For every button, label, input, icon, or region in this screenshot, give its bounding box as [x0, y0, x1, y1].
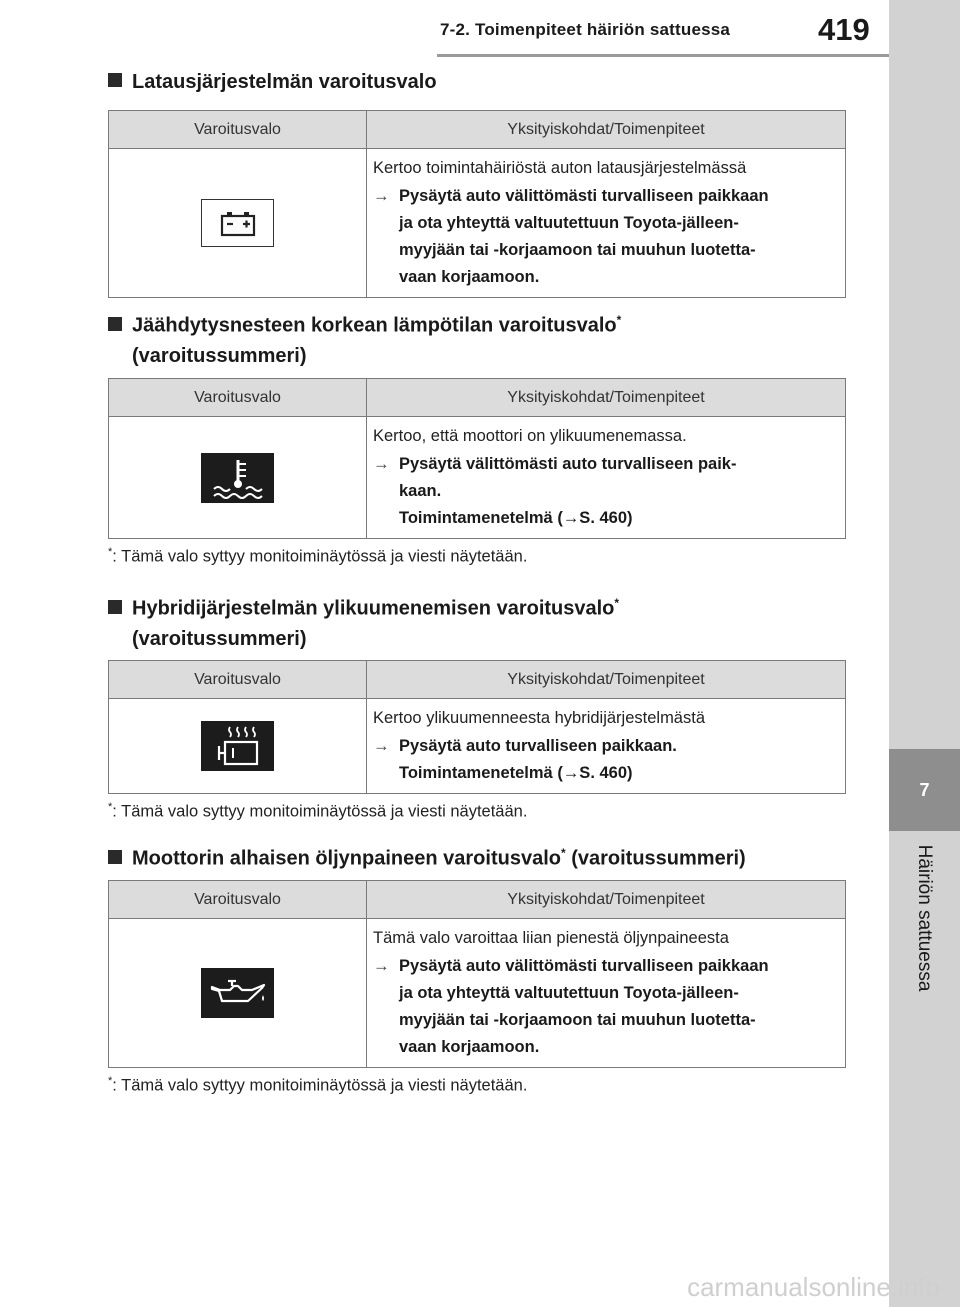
action-line[interactable]: Toimintamenetelmä (→S. 460)	[399, 509, 633, 527]
details-cell	[367, 417, 845, 538]
action-line: Pysäytä välittömästi auto turvalliseen paik-	[399, 455, 737, 473]
section-title: 7-2. Toimenpiteet häiriön sattuessa	[440, 20, 731, 39]
section-heading-hybrid	[108, 588, 619, 654]
details-cell	[367, 919, 845, 1067]
action-line: vaan korjaamoon.	[399, 268, 540, 286]
heading-text: Hybridijärjestelmän ylikuumenemisen varoitusvalo	[132, 597, 615, 620]
header-col-warning-light: Varoitusvalo	[109, 661, 367, 698]
action-instructions	[373, 733, 837, 787]
warning-light-cell	[109, 919, 367, 1067]
footnote-marker: *	[560, 846, 566, 860]
header-col-details: Yksityiskohdat/Toimenpiteet	[507, 890, 705, 908]
arrow-right-icon: →	[373, 455, 390, 473]
heading-subtext: (varoitussummeri)	[132, 627, 307, 650]
bullet-square-icon	[108, 73, 122, 87]
oil-pressure-icon	[201, 968, 274, 1018]
action-line: kaan.	[399, 482, 442, 500]
warning-table-hybrid	[108, 660, 846, 794]
action-instructions	[373, 451, 837, 532]
footnote-marker: *	[108, 1075, 113, 1087]
details-cell	[367, 699, 845, 793]
table-header-row	[109, 661, 845, 699]
battery-icon	[201, 199, 274, 247]
footnote-text: : Tämä valo syttyy monitoiminäytössä ja viesti näytetään.	[112, 802, 528, 821]
header-divider	[437, 54, 889, 57]
description-text: Kertoo toimintahäiriöstä auton latausjärjestelmässä	[373, 159, 747, 177]
table-header-row	[109, 881, 845, 919]
table-header-row	[109, 111, 845, 149]
footnote	[108, 546, 527, 567]
bullet-square-icon	[108, 600, 122, 614]
footnote-marker: *	[108, 546, 113, 558]
action-line: vaan korjaamoon.	[399, 1038, 540, 1056]
section-heading-charging	[108, 67, 437, 97]
action-instructions	[373, 953, 837, 1061]
watermark: carmanualsonline.info	[687, 1272, 940, 1302]
arrow-right-icon: →	[373, 737, 390, 755]
table-header-row	[109, 379, 845, 417]
header-col-warning-light: Varoitusvalo	[109, 111, 367, 148]
header-col-details: Yksityiskohdat/Toimenpiteet	[507, 388, 705, 406]
warning-table-coolant	[108, 378, 846, 539]
heading-text: Latausjärjestelmän varoitusvalo	[132, 71, 437, 93]
bullet-square-icon	[108, 317, 122, 331]
table-row	[109, 699, 845, 793]
chapter-number-tab[interactable]: 7	[889, 749, 960, 831]
footnote-marker: *	[108, 801, 113, 813]
coolant-temperature-icon	[201, 453, 274, 503]
section-heading-oil-pressure	[108, 838, 746, 874]
action-instructions	[373, 183, 837, 291]
header-col-warning-light: Varoitusvalo	[109, 379, 367, 416]
description-text: Kertoo, että moottori on ylikuumenemassa.	[373, 427, 687, 445]
action-line: Pysäytä auto välittömästi turvalliseen paikkaan	[399, 187, 769, 205]
header-col-details: Yksityiskohdat/Toimenpiteet	[507, 120, 705, 138]
footnote-text: : Tämä valo syttyy monitoiminäytössä ja viesti näytetään.	[112, 547, 528, 566]
page-number: 419	[818, 12, 870, 47]
hybrid-system-overheat-icon	[201, 721, 274, 771]
footnote-marker: *	[614, 596, 620, 610]
bullet-square-icon	[108, 850, 122, 864]
footnote-text: : Tämä valo syttyy monitoiminäytössä ja viesti näytetään.	[112, 1076, 528, 1095]
action-line: ja ota yhteyttä valtuutettuun Toyota-jälleen-	[399, 214, 739, 232]
warning-light-cell	[109, 417, 367, 538]
header-col-details: Yksityiskohdat/Toimenpiteet	[507, 670, 705, 688]
heading-text: Jäähdytysnesteen korkean lämpötilan varoitusvalo	[132, 314, 617, 337]
section-heading-coolant	[108, 305, 621, 371]
arrow-right-icon: →	[373, 957, 390, 975]
table-row	[109, 417, 845, 538]
action-line: myyjään tai -korjaamoon tai muuhun luotetta-	[399, 1011, 756, 1029]
heading-text: Moottorin alhaisen öljynpaineen varoitusvalo	[132, 847, 561, 870]
description-text: Kertoo ylikuumenneesta hybridijärjestelmästä	[373, 709, 705, 727]
footnote-marker: *	[616, 313, 622, 327]
action-line: myyjään tai -korjaamoon tai muuhun luotetta-	[399, 241, 756, 259]
header-col-warning-light: Varoitusvalo	[109, 881, 367, 918]
arrow-right-icon: →	[373, 187, 390, 205]
description-text: Tämä valo varoittaa liian pienestä öljynpaineesta	[373, 929, 729, 947]
chapter-title-vertical: Häiriön sattuessa	[914, 844, 935, 992]
warning-light-cell	[109, 699, 367, 793]
chapter-side-tab	[889, 0, 960, 1307]
footnote	[108, 801, 527, 822]
warning-table-charging	[108, 110, 846, 298]
heading-suffix: (varoitussummeri)	[565, 847, 746, 870]
action-line: Pysäytä auto välittömästi turvalliseen paikkaan	[399, 957, 769, 975]
action-line: Pysäytä auto turvalliseen paikkaan.	[399, 737, 677, 755]
warning-table-oil-pressure	[108, 880, 846, 1068]
action-line[interactable]: Toimintamenetelmä (→S. 460)	[399, 764, 633, 782]
footnote	[108, 1075, 527, 1096]
details-cell	[367, 149, 845, 297]
heading-subtext: (varoitussummeri)	[132, 344, 307, 367]
table-row	[109, 919, 845, 1067]
table-row	[109, 149, 845, 297]
action-line: ja ota yhteyttä valtuutettuun Toyota-jälleen-	[399, 984, 739, 1002]
warning-light-cell	[109, 149, 367, 297]
